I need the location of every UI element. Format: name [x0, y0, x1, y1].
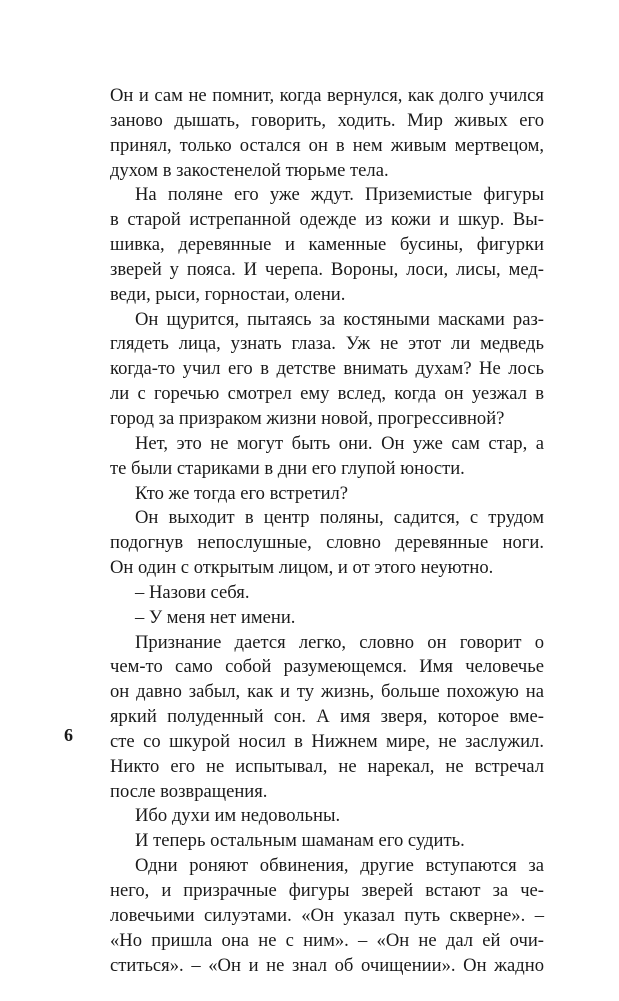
text-line: в старой истрепанной одежде из кожи и шкур. Вы-: [110, 209, 544, 231]
text-line: Он один с открытым лицом, и от этого неуютно.: [110, 557, 494, 579]
text-line: зверей у пояса. И черепа. Вороны, лоси, лисы, мед-: [110, 258, 544, 280]
text-line: когда-то учил его в детстве внимать духам? Не лось: [110, 358, 544, 380]
text-line: город за призраком жизни новой, прогрессивной?: [110, 407, 505, 429]
text-line: сте со шкурой носил в Нижнем мире, не заслужил.: [110, 730, 544, 752]
text-line: Ибо духи им недовольны.: [135, 805, 341, 827]
text-line: Он и сам не помнит, когда вернулся, как долго учился: [110, 85, 544, 106]
text-line: Он щурится, пытаясь за костяными масками раз-: [135, 308, 544, 330]
text-line: Признание дается легко, словно он говорит о: [135, 631, 544, 653]
text-line: «Но пришла она не с ним». – «Он не дал ей очи-: [110, 929, 544, 951]
text-line: – У меня нет имени.: [135, 606, 296, 628]
text-line: Никто его не испытывал, не нарекал, не встречал: [110, 755, 544, 777]
text-line: Он выходит в центр поляны, садится, с трудом: [135, 507, 544, 529]
text-line: веди, рыси, горностаи, олени.: [110, 283, 346, 305]
body-text: [110, 84, 544, 978]
text-line: ститься». – «Он и не знал об очищении». Он жадно: [110, 954, 544, 976]
text-line: На поляне его уже ждут. Приземистые фигуры: [135, 184, 544, 206]
text-line: ли с горечью смотрел ему вслед, когда он уезжал в: [110, 383, 544, 405]
text-line: ловечьими силуэтами. «Он указал путь скверне». –: [110, 904, 544, 926]
text-line: шивка, деревянные и каменные бусины, фигурки: [110, 234, 544, 256]
text-line: Нет, это не могут быть они. Он уже сам стар, а: [135, 432, 544, 454]
text-line: те были стариками в дни его глупой юности.: [110, 457, 465, 479]
page-number: 6: [64, 725, 73, 745]
text-line: принял, только остался он в нем живым мертвецом,: [110, 134, 544, 156]
text-line: заново дышать, говорить, ходить. Мир живых его: [110, 109, 544, 131]
text-line: он давно забыл, как и ту жизнь, больше похожую на: [110, 681, 544, 703]
text-line: Кто же тогда его встретил?: [135, 482, 349, 504]
text-line: подогнув непослушные, словно деревянные ноги.: [110, 532, 544, 554]
text-line: после возвращения.: [110, 780, 268, 802]
text-line: И теперь остальным шаманам его судить.: [135, 830, 465, 852]
text-line: духом в закостенелой тюрьме тела.: [110, 159, 389, 181]
text-line: глядеть лица, узнать глаза. Уж не этот ли медведь: [110, 333, 544, 355]
text-line: него, и призрачные фигуры зверей встают за че-: [110, 880, 544, 901]
text-line: – Назови себя.: [135, 581, 250, 603]
text-line: Одни роняют обвинения, другие вступаются за: [135, 855, 544, 877]
text-line: чем-то само собой разумеющемся. Имя человечье: [110, 656, 544, 678]
text-line: яркий полуденный сон. А имя зверя, которое вме-: [110, 706, 544, 728]
